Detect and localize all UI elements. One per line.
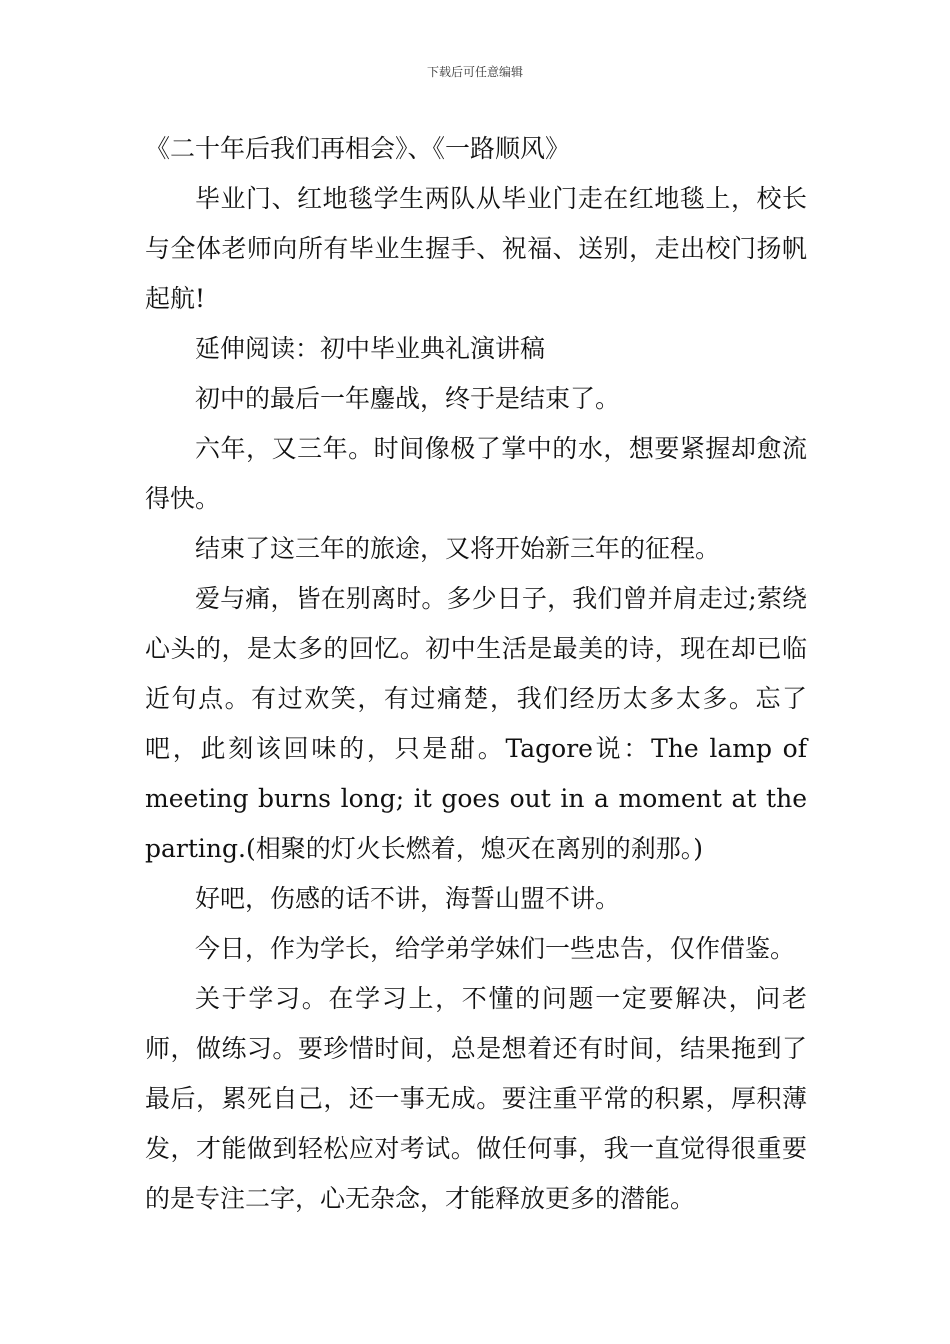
document-body (145, 124, 807, 1224)
paragraph-love-and-pain: 爱与痛，皆在别离时。多少日子，我们曾并肩走过;萦绕心头的，是太多的回忆。初中生活是最美的诗，现在却已临近句点。有过欢笑，有过痛楚，我们经历太多太多。忘了吧，此刻该回味的，只是甜。Tagore说：The lamp of meeting burns long; it goes out in a moment at the parting.(相聚的灯火长燃着，熄灭在离别的刹那。) (145, 584, 807, 863)
paragraph-last-year: 初中的最后一年鏖战，终于是结束了。 (195, 384, 621, 413)
paragraph-songs: 《二十年后我们再相会》、《一路顺风》 (145, 134, 571, 163)
paragraph-about-study: 关于学习。在学习上，不懂的问题一定要解决，问老师，做练习。要珍惜时间，总是想着还有时间，结果拖到了最后，累死自己，还一事无成。要注重平常的积累，厚积薄发，才能做到轻松应对考试。做任何事，我一直觉得很重要的是专注二字，心无杂念，才能释放更多的潜能。 (145, 984, 807, 1213)
paragraph-graduation-gate: 毕业门、红地毯学生两队从毕业门走在红地毯上，校长与全体老师向所有毕业生握手、祝福、送别，走出校门扬帆起航! (145, 184, 807, 313)
paragraph-six-years: 六年，又三年。时间像极了掌中的水，想要紧握却愈流得快。 (145, 434, 807, 513)
paragraph-no-sad-words: 好吧，伤感的话不讲，海誓山盟不讲。 (195, 884, 621, 913)
paragraph-advice: 今日，作为学长，给学弟学妹们一些忠告，仅作借鉴。 (195, 934, 796, 963)
paragraph-extended-reading: 延伸阅读：初中毕业典礼演讲稿 (195, 334, 546, 363)
page-header: 下载后可任意编辑 (426, 65, 523, 79)
paragraph-journey: 结束了这三年的旅途，又将开始新三年的征程。 (195, 534, 721, 563)
